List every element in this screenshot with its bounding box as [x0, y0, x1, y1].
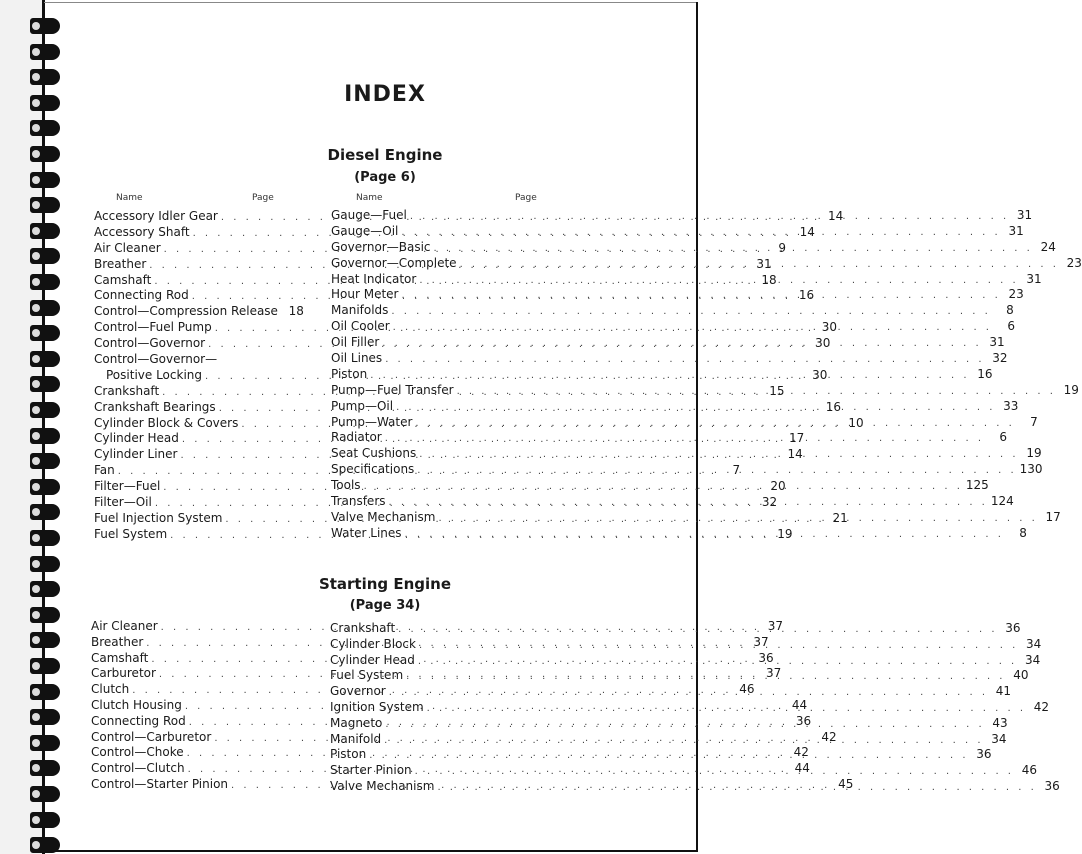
entry-name: Governor—Complete — [331, 255, 457, 270]
binding-coil — [30, 658, 60, 674]
entry-name: Hour Meter — [331, 287, 399, 302]
entry-name: Control—Carburetor — [91, 729, 212, 744]
leader-dots — [405, 526, 1004, 541]
entry-page: 33 — [1003, 398, 1019, 413]
entry-name: Oil Lines — [331, 351, 383, 366]
binding-coil — [30, 351, 60, 367]
entry-page: 9 — [778, 240, 787, 255]
entry-name: Fuel System — [94, 526, 168, 541]
entry-name: Piston — [331, 366, 368, 381]
entry-name: Cylinder Head — [94, 431, 179, 446]
entry-page: 36 — [976, 747, 992, 762]
entry-page: 21 — [832, 510, 848, 525]
entry-page: 42 — [821, 729, 837, 744]
entry-name: Camshaft — [94, 272, 152, 287]
diesel-page-ref: (Page 6) — [354, 170, 416, 185]
binding-coil — [30, 632, 60, 648]
leader-dots — [457, 383, 1056, 398]
entry-name: Valve Mechanism — [330, 778, 435, 793]
entry-name: Pump—Water — [331, 414, 413, 429]
entry-name: Cylinder Head — [330, 652, 415, 667]
binding-coil — [30, 684, 60, 700]
entry-page: 8 — [1006, 303, 1014, 318]
leader-dots — [434, 240, 1033, 255]
entry-page: 36 — [795, 713, 812, 728]
leader-dots — [389, 687, 988, 698]
entry-name: Positive Locking — [106, 367, 202, 382]
entry-name: Clutch Housing — [91, 697, 182, 712]
leader-dots — [437, 782, 1036, 793]
entry-page: 40 — [1013, 668, 1029, 683]
index-entry — [94, 304, 304, 320]
starting-heading: Starting Engine — [318, 575, 452, 593]
leader-dots — [370, 367, 969, 382]
entry-page: 20 — [770, 479, 786, 494]
entry-name: Air Cleaner — [91, 619, 158, 633]
entry-name: Piston — [330, 747, 367, 762]
entry-name: Fuel Injection System — [94, 510, 223, 525]
entry-page: 17 — [1045, 509, 1061, 524]
leader-dots — [364, 481, 963, 492]
entry-name: Crankshaft — [94, 383, 160, 398]
entry-name: Governor—Basic — [331, 239, 431, 254]
entry-name: Control—Governor — [94, 336, 206, 351]
leader-dots — [419, 640, 1018, 651]
entry-page: 30 — [815, 336, 831, 351]
leader-dots — [401, 290, 1000, 301]
right-name-header: Name — [356, 193, 383, 203]
entry-name: Governor — [330, 684, 386, 699]
binding-coil — [30, 197, 60, 213]
leader-dots — [415, 766, 1014, 777]
leader-dots — [385, 354, 984, 365]
entry-page: 16 — [977, 366, 993, 381]
entry-name: Manifolds — [331, 303, 389, 318]
index-entry — [331, 239, 1056, 256]
entry-page: 19 — [1026, 446, 1042, 461]
binding-coil — [30, 760, 60, 776]
entry-name: Heat Indicator — [331, 271, 417, 286]
entry-name: Gauge—Fuel — [331, 208, 407, 222]
entry-name: Cylinder Block & Covers — [94, 415, 239, 430]
leader-dots — [382, 338, 981, 349]
entry-name: Filter—Oil — [94, 495, 152, 510]
binding-coil — [30, 376, 60, 392]
entry-page: 16 — [825, 399, 842, 414]
entry-page: 36 — [758, 650, 774, 665]
entry-page: 6 — [999, 430, 1008, 445]
leader-dots — [438, 510, 1037, 525]
entry-page: 44 — [794, 761, 810, 776]
binding-coil — [30, 709, 60, 725]
entry-name: Ignition System — [330, 699, 424, 714]
binding-coil — [30, 479, 60, 495]
entry-page: 14 — [787, 447, 803, 462]
binding-coil — [30, 556, 60, 572]
entry-page: 30 — [812, 367, 828, 382]
left-page-header: Page — [252, 193, 274, 203]
entry-page: 125 — [965, 478, 989, 493]
entry-name: Breather — [94, 256, 147, 271]
leader-dots — [415, 415, 1014, 430]
entry-page: 41 — [995, 684, 1012, 699]
entry-name: Gauge—Oil — [331, 223, 399, 238]
binding-coil — [30, 274, 60, 290]
entry-name: Seat Cushions — [331, 446, 417, 461]
leader-dots — [418, 656, 1017, 667]
leader-dots — [391, 306, 990, 317]
leader-dots — [389, 497, 988, 508]
page-border-top — [44, 2, 698, 3]
entry-page: 19 — [777, 526, 793, 541]
entry-page: 36 — [1044, 778, 1060, 793]
entry-page: 31 — [756, 256, 772, 271]
binding-coil — [30, 504, 60, 520]
page-border-bottom — [44, 850, 698, 852]
entry-name: Manifold — [330, 731, 382, 746]
entry-name: Control—Choke — [91, 745, 184, 760]
entry-page: 31 — [1008, 223, 1024, 238]
entry-page: 46 — [739, 682, 755, 697]
entry-name: Air Cleaner — [94, 240, 161, 255]
entry-page: 42 — [793, 745, 809, 760]
leader-dots — [385, 433, 984, 444]
entry-name: Clutch — [91, 682, 130, 697]
entry-name: Transfers — [331, 494, 386, 509]
entry-name: Water Lines — [331, 525, 402, 540]
entry-page: 42 — [1033, 699, 1049, 714]
entry-name: Control—Starter Pinion — [91, 776, 229, 791]
entry-page: 32 — [992, 351, 1008, 366]
entry-name: Cylinder Liner — [94, 447, 178, 462]
entry-name: Cylinder Block — [330, 636, 416, 651]
leader-dots — [410, 211, 1009, 222]
leader-dots — [385, 719, 984, 730]
entry-page: 34 — [1024, 652, 1041, 667]
entry-page: 43 — [992, 715, 1008, 730]
index-entry — [331, 351, 1008, 367]
entry-name: Starter Pinion — [330, 763, 412, 778]
entry-page: 18 — [761, 272, 777, 287]
entry-page: 19 — [1063, 382, 1079, 397]
entry-page: 31 — [989, 335, 1005, 350]
entry-page: 130 — [1019, 462, 1043, 477]
entry-name: Connecting Rod — [91, 713, 186, 728]
binding-coil — [30, 402, 60, 418]
binding-coil — [30, 44, 60, 60]
entry-name: Control—Compression Release — [94, 304, 278, 319]
binding-coil — [30, 428, 60, 444]
entry-page: 23 — [1008, 287, 1024, 302]
entry-page: 23 — [1066, 255, 1082, 270]
entry-page: 17 — [788, 431, 805, 446]
entry-page: 32 — [761, 495, 778, 510]
entry-name: Control—Governor— — [94, 352, 218, 367]
left-name-header: Name — [116, 193, 143, 203]
spiral-binding — [0, 0, 44, 854]
entry-name: Pump—Fuel Transfer — [331, 382, 454, 397]
entry-page: 14 — [799, 224, 815, 239]
leader-dots — [427, 703, 1026, 714]
leader-dots — [369, 750, 968, 761]
index-entry — [331, 462, 1043, 478]
entry-name: Specifications — [331, 462, 415, 477]
entry-name: Breather — [91, 634, 144, 649]
entry-name: Accessory Shaft — [94, 224, 190, 239]
starting-page-ref: (Page 34) — [349, 598, 421, 613]
binding-coil — [30, 812, 60, 828]
entry-name: Carburetor — [91, 666, 156, 681]
entry-page: 46 — [1021, 763, 1037, 778]
diesel-heading: Diesel Engine — [327, 146, 443, 164]
entry-name: Fuel System — [330, 668, 404, 683]
entry-name: Control—Fuel Pump — [94, 320, 212, 335]
entry-page: 37 — [765, 666, 782, 681]
binding-coil — [30, 786, 60, 802]
leader-dots — [417, 465, 1016, 476]
entry-page: 34 — [991, 731, 1007, 746]
entry-page: 34 — [1026, 636, 1042, 651]
entry-page: 45 — [838, 776, 854, 791]
entry-page: 15 — [769, 383, 785, 398]
binding-coil — [30, 735, 60, 751]
leader-dots — [401, 224, 1000, 239]
leader-dots — [419, 449, 1018, 460]
entry-name: Radiator — [331, 430, 382, 445]
entry-page: 6 — [1007, 319, 1015, 334]
leader-dots — [398, 624, 997, 635]
entry-page: 14 — [827, 209, 844, 223]
page-title: INDEX — [344, 82, 426, 107]
entry-name: Oil Filler — [331, 335, 380, 350]
entry-page: 124 — [990, 494, 1014, 509]
entry-name: Magneto — [330, 715, 383, 730]
binding-coil — [30, 300, 60, 316]
entry-page: 8 — [1019, 525, 1027, 540]
leader-dots — [393, 322, 992, 333]
entry-page: 44 — [791, 697, 808, 712]
leader-dots — [396, 399, 995, 414]
entry-page: 31 — [1026, 271, 1042, 286]
entry-page: 10 — [848, 415, 864, 430]
entry-name: Connecting Rod — [94, 288, 189, 303]
entry-name: Fan — [94, 463, 115, 478]
entry-page: 16 — [798, 288, 815, 303]
index-entry — [331, 303, 1014, 319]
entry-name: Accessory Idler Gear — [94, 209, 218, 223]
entry-name: Oil Cooler — [331, 319, 390, 334]
entry-name: Filter—Fuel — [94, 479, 161, 494]
binding-coil — [30, 18, 60, 34]
entry-page: 37 — [767, 619, 784, 633]
right-page-header: Page — [515, 193, 537, 203]
entry-page: 18 — [288, 304, 304, 319]
entry-name: Camshaft — [91, 650, 149, 665]
binding-coil — [30, 223, 60, 239]
entry-page: 30 — [821, 320, 838, 335]
entry-page: 31 — [1016, 208, 1033, 222]
leader-dots — [419, 272, 1018, 287]
binding-coil — [30, 248, 60, 264]
binding-edge — [42, 0, 45, 854]
binding-coil — [30, 120, 60, 136]
entry-page: 37 — [753, 634, 769, 649]
entry-page: 7 — [732, 463, 741, 478]
binding-coil — [30, 530, 60, 546]
entry-name: Pump—Oil — [331, 398, 394, 413]
entry-name: Tools — [331, 478, 361, 493]
entry-page: 7 — [1030, 414, 1038, 429]
leader-dots — [384, 735, 983, 746]
binding-coil — [30, 325, 60, 341]
index-entry — [94, 352, 300, 368]
leader-dots — [406, 671, 1005, 682]
entry-page: 36 — [1005, 621, 1021, 635]
entry-name: Control—Clutch — [91, 761, 185, 776]
entry-name: Crankshaft Bearings — [94, 399, 216, 414]
leader-dots — [460, 256, 1059, 271]
entry-page: 24 — [1040, 239, 1056, 254]
entry-name: Crankshaft — [330, 621, 396, 635]
binding-coil — [30, 453, 60, 469]
entry-name: Valve Mechanism — [331, 509, 436, 524]
